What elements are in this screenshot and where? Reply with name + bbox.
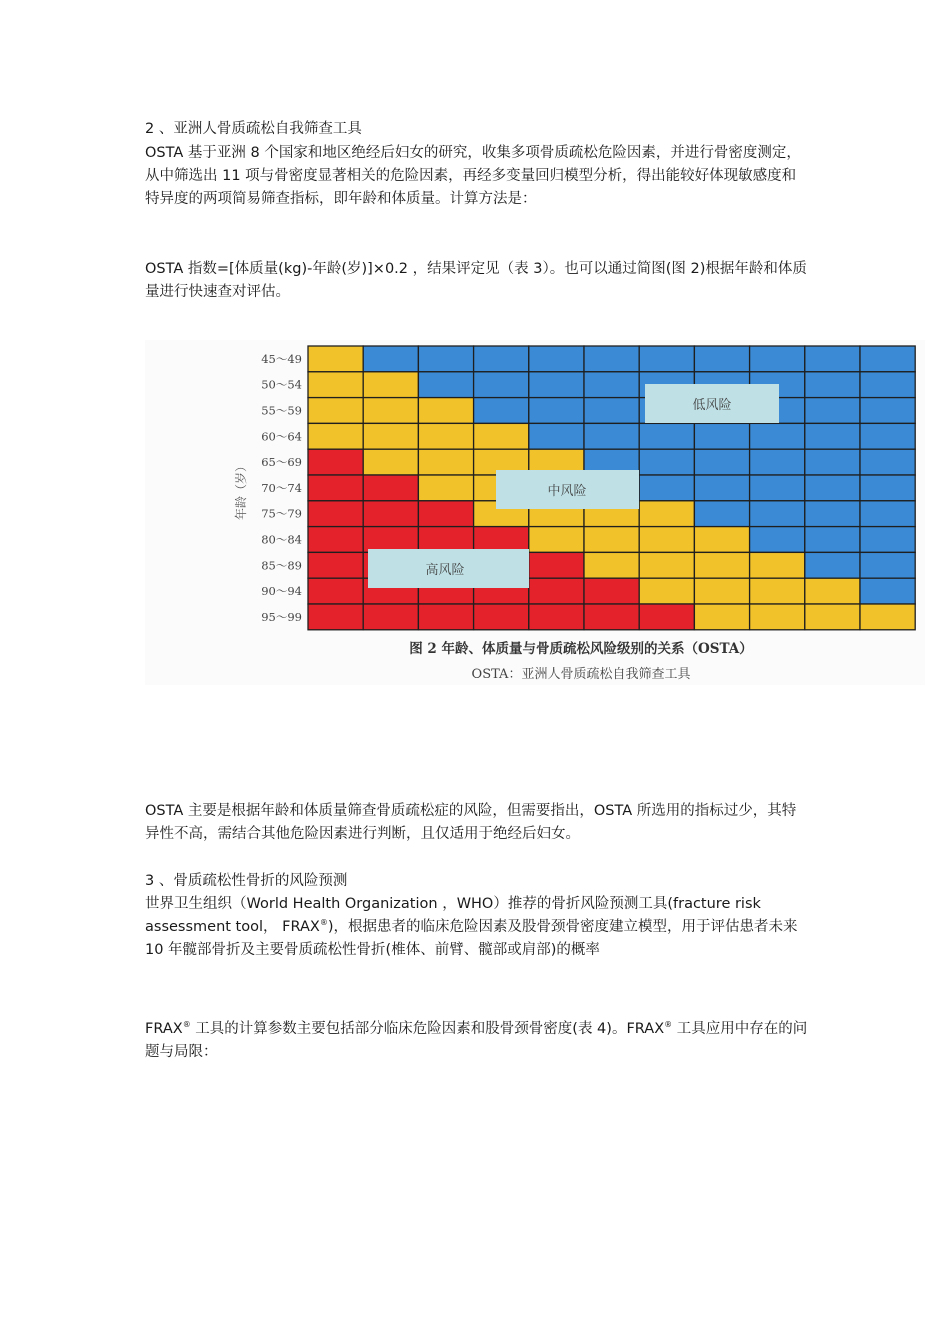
y-axis-label: 年龄（岁） (234, 459, 248, 521)
risk-cell (308, 423, 363, 449)
risk-cell (308, 398, 363, 424)
frax-parameters-paragraph: FRAX® 工具的计算参数主要包括部分临床危险因素和股骨颈骨密度(表 4)。FRAX® 工具应用中存在的问题与局限： (145, 1020, 808, 1060)
osta-risk-chart (145, 340, 925, 685)
risk-cell (418, 372, 473, 398)
risk-cell (584, 346, 639, 372)
risk-cell (694, 423, 749, 449)
risk-cell (584, 423, 639, 449)
risk-cell (308, 501, 363, 527)
risk-cell (474, 398, 529, 424)
mid-risk-label-text: 中风险 (547, 484, 587, 499)
risk-cell (860, 578, 915, 604)
age-row-label: 90～94 (261, 584, 302, 599)
age-row-label: 65～69 (261, 455, 302, 470)
risk-cell (529, 398, 584, 424)
risk-cell (805, 449, 860, 475)
risk-cell (584, 398, 639, 424)
age-row-label: 75～79 (261, 506, 302, 521)
risk-cell (418, 398, 473, 424)
age-row-labels (261, 352, 302, 624)
age-row-label: 85～89 (261, 558, 302, 573)
high-risk-label-text: 高风险 (425, 563, 465, 578)
age-row-label: 50～54 (261, 377, 302, 392)
risk-cell (860, 501, 915, 527)
risk-cell (529, 604, 584, 630)
risk-cell (363, 475, 418, 501)
risk-cell (418, 449, 473, 475)
frax-intro-paragraph: 世界卫生组织（World Health Organization ，WHO）推荐的骨折风险预测工具(fracture risk assessment tool， FRAX®)，根据患者的临床危险因素及股骨颈骨密度建立模型，用于评估患者未来 10 年髋部骨折及主要骨质疏松性骨折(椎体、前臂、髋部或肩部)的概率 (145, 896, 798, 958)
risk-cell (474, 346, 529, 372)
risk-cell (363, 449, 418, 475)
risk-cell (639, 501, 694, 527)
section-2-heading: 2 、亚洲人骨质疏松自我筛查工具 (145, 121, 362, 137)
risk-cell (750, 423, 805, 449)
risk-cell (805, 346, 860, 372)
osta-formula-paragraph: OSTA 指数=[体质量(kg)-年龄(岁)]×0.2 ，结果评定见（表 3）。也可以通过简图(图 2)根据年龄和体质量进行快速查对评估。 (145, 261, 807, 300)
risk-cell (308, 449, 363, 475)
risk-cell (860, 449, 915, 475)
risk-cell (805, 398, 860, 424)
risk-cell (860, 398, 915, 424)
high-risk-label (368, 549, 529, 588)
section-3-heading: 3 、骨质疏松性骨折的风险预测 (145, 873, 348, 889)
risk-cell (584, 604, 639, 630)
risk-cell (750, 501, 805, 527)
risk-cell (750, 527, 805, 553)
risk-cell (860, 423, 915, 449)
risk-cell (750, 578, 805, 604)
risk-cell (363, 346, 418, 372)
risk-cell (860, 527, 915, 553)
age-row-label: 95～99 (261, 609, 302, 624)
risk-cell (529, 527, 584, 553)
risk-cell (363, 423, 418, 449)
risk-cell (805, 372, 860, 398)
risk-cell (363, 604, 418, 630)
risk-cell (418, 346, 473, 372)
risk-cell (750, 449, 805, 475)
age-row-label: 55～59 (261, 403, 302, 418)
risk-cell (750, 346, 805, 372)
risk-cell (308, 475, 363, 501)
low-risk-label (645, 384, 779, 423)
risk-cell (639, 449, 694, 475)
risk-cell (805, 423, 860, 449)
risk-cell (639, 346, 694, 372)
risk-cell (418, 501, 473, 527)
risk-cell (805, 552, 860, 578)
risk-cell (363, 527, 418, 553)
risk-cell (529, 578, 584, 604)
risk-cell (805, 501, 860, 527)
risk-cell (860, 604, 915, 630)
risk-cell (474, 527, 529, 553)
risk-cell (639, 604, 694, 630)
risk-cell (363, 398, 418, 424)
age-row-label: 60～64 (261, 429, 302, 444)
risk-cell (694, 604, 749, 630)
risk-cell (860, 552, 915, 578)
risk-cell (529, 372, 584, 398)
osta-intro-paragraph: OSTA 基于亚洲 8 个国家和地区绝经后妇女的研究，收集多项骨质疏松危险因素，并进行骨密度测定，从中筛选出 11 项与骨密度显著相关的危险因素，再经多变量回归模型分析，得出能较好体现敏感度和特异度的两项简易筛查指标，即年龄和体质量。计算方法是： (145, 145, 801, 207)
risk-cell (308, 372, 363, 398)
osta-limitation-paragraph: OSTA 主要是根据年龄和体质量筛查骨质疏松症的风险，但需要指出，OSTA 所选用的指标过少，其特异性不高，需结合其他危险因素进行判断，且仅适用于绝经后妇女。 (145, 803, 797, 842)
risk-cell (363, 372, 418, 398)
risk-cell (308, 527, 363, 553)
risk-cell (694, 578, 749, 604)
risk-cell (529, 346, 584, 372)
risk-cell (639, 423, 694, 449)
risk-cell (584, 552, 639, 578)
risk-cell (418, 423, 473, 449)
risk-cell (750, 604, 805, 630)
risk-cell (860, 346, 915, 372)
risk-cell (584, 372, 639, 398)
registered-mark: ® (182, 1020, 191, 1030)
risk-cell (418, 475, 473, 501)
risk-cell (584, 527, 639, 553)
risk-cell (750, 475, 805, 501)
risk-cell (694, 501, 749, 527)
age-row-label: 45～49 (261, 351, 302, 366)
risk-cell (308, 346, 363, 372)
risk-cell (694, 475, 749, 501)
risk-cell (805, 578, 860, 604)
risk-cell (308, 552, 363, 578)
low-risk-label-text: 低风险 (692, 398, 732, 413)
age-row-label: 70～74 (261, 480, 302, 495)
age-row-label: 80～84 (261, 532, 302, 547)
risk-cell (584, 578, 639, 604)
figure-subcaption: OSTA：亚洲人骨质疏松自我筛查工具 (471, 667, 691, 682)
risk-cell (694, 346, 749, 372)
figure-caption: 图 2 年龄、体质量与骨质疏松风险级别的关系（OSTA） (409, 641, 753, 657)
risk-cell (805, 527, 860, 553)
risk-cell (308, 578, 363, 604)
registered-mark: ® (664, 1020, 673, 1030)
risk-cell (529, 423, 584, 449)
risk-cell (418, 527, 473, 553)
risk-cell (639, 578, 694, 604)
risk-cell (639, 475, 694, 501)
registered-mark: ® (319, 918, 328, 928)
risk-cell (639, 552, 694, 578)
risk-cell (418, 604, 473, 630)
risk-cell (363, 501, 418, 527)
risk-cell (639, 527, 694, 553)
mid-risk-label (496, 470, 639, 509)
risk-cell (694, 552, 749, 578)
osta-risk-figure (145, 340, 925, 685)
risk-cell (805, 475, 860, 501)
risk-cell (750, 552, 805, 578)
risk-cell (860, 475, 915, 501)
risk-cell (474, 604, 529, 630)
risk-cell (474, 372, 529, 398)
risk-cell (805, 604, 860, 630)
risk-cell (694, 449, 749, 475)
risk-cell (529, 552, 584, 578)
risk-cell (860, 372, 915, 398)
risk-cell (308, 604, 363, 630)
risk-cell (474, 423, 529, 449)
risk-cell (694, 527, 749, 553)
